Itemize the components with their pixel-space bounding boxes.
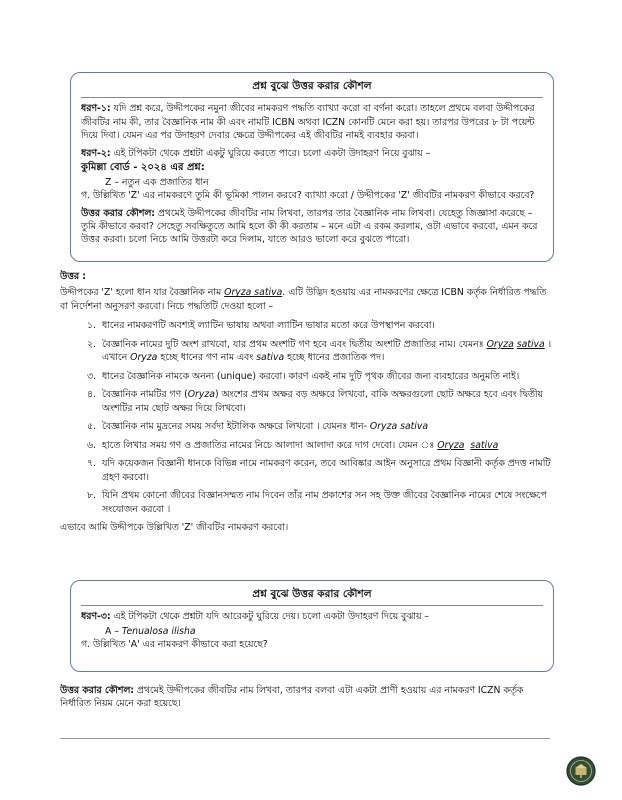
item-text xyxy=(102,338,554,365)
a-definition xyxy=(81,625,543,638)
answer-heading: উত্তর : xyxy=(60,271,86,282)
genus-name: Oryza xyxy=(187,389,215,401)
item-text: যিনি প্রথম কোনো জীবের বিজ্ঞানসম্মত নাম দিবেন তাঁর নাম প্রকাশের সন সহ উক্ত জীবের বৈজ্ঞানিক নামের শেষে সংক্ষেপে সংযোজন করবো । xyxy=(102,490,547,515)
item-number: ৭. xyxy=(87,458,96,470)
list-item xyxy=(60,489,554,516)
list-item xyxy=(60,439,554,452)
item-number: ৩. xyxy=(87,370,96,382)
type-3-label: ধরণ-৩: xyxy=(81,611,111,623)
item-text xyxy=(102,388,554,415)
item-text-part: । এখানে xyxy=(102,338,552,364)
item-number: ৪. xyxy=(87,389,96,401)
list-item xyxy=(60,370,554,383)
type-1-label: ধরণ-১: xyxy=(81,103,111,115)
genus-name: Oryza xyxy=(437,439,465,451)
final-strategy-label: উত্তর করার কৌশল: xyxy=(60,685,134,696)
item-number: ১. xyxy=(87,320,96,332)
strategy-box-2 xyxy=(70,580,554,672)
strategy-box-1 xyxy=(70,72,554,262)
item-text: ধানের নামকরণটি অবশ্যই ল্যাটিন ভাষায় অথবা ল্যাটিন ভাষার মতো করে উপস্থাপন করবো। xyxy=(102,320,435,332)
box-1-title: প্রশ্ন বুঝে উত্তর করার কৌশল xyxy=(81,79,543,98)
type-1-paragraph xyxy=(81,102,543,142)
box-2-title: প্রশ্ন বুঝে উত্তর করার কৌশল xyxy=(81,587,543,606)
item-text-part: বৈজ্ঞানিক নামের দুটি অংশ রাখবো, যার প্রথম অংশটি গণ হবে এবং দ্বিতীয় অংশটি প্রজাতির নাম। যেমনঃ xyxy=(102,338,487,350)
scientific-name: Oryza sativa xyxy=(369,421,429,433)
item-number: ৫. xyxy=(87,421,96,433)
publisher-logo-icon xyxy=(566,756,596,786)
type-1-text: যদি প্রশ্ন করে, উদ্দীপকের নমুনা জীবের নামকরণ পদ্ধতি ব্যাখ্যা করো বা বর্ণনা করো। তাহলে প্রথমে বলবা উদ্দীপকের জীবটির নাম কী, তার বৈজ্ঞানিক নাম কী এবং নামটি ICBN অথবা ICZN কোনটি মেনে করা হয়। তারপর উপরের ৮ টা পয়েন্ট দিয়ে দিবা। যেমন এর পর উদাহরণ দেবার ক্ষেত্রে উদ্দীপকের এই জীবটির নামই ব্যবহার করবা। xyxy=(81,103,535,142)
type-3-text: এই টপিকটা থেকে প্রশ্নটা যদি আরেকটু ঘুরিয়ে দেয়। চলো একটা উদাহরণ দিয়ে বুঝায় – xyxy=(110,611,430,623)
naming-steps-list xyxy=(60,319,554,516)
strategy-paragraph xyxy=(81,207,543,247)
item-text-part: হাতে লিখার সময় গণ ও প্রজাতির নামের নিচে আলাদা আলাদা করে দাগ দেবো। যেমন ঃ xyxy=(102,439,438,451)
genus-name: Oryza xyxy=(130,352,158,364)
genus-name: Oryza xyxy=(486,338,514,350)
final-strategy xyxy=(60,684,554,715)
strategy-text: প্রথমেই উদ্দীপকের জীবটির নাম লিখবা, তারপর তার বৈজ্ঞানিক নাম লিখবা। যেহেতু জিজ্ঞাসা করেছে – তুমি কীভাবে করবা? সেহেতু সবক্ষিতুতে আমি হলে কী কী করতাম – মনে এটা এ রকম করলাম, ওটা এভাবে করবো, এমন করে উত্তর করবা। চলো নিচে আমি উত্তরটা করে দিলাম, যাতে আরও ভালো করে বুঝতে পারো। xyxy=(81,207,538,246)
final-strategy-text: প্রথমেই উদ্দীপকের জীবটির নাম লিখবা, তারপর বলবা এটা একটা প্রাণী হওয়ায় এর নামকরণ ICZN কর্তৃক নির্ধারিত নিয়ম মেনে করা হয়েছে। xyxy=(60,685,524,710)
a-prefix: A – xyxy=(105,625,122,637)
species-name: sativa xyxy=(256,352,285,364)
list-item xyxy=(60,420,554,433)
item-text: ধানের বৈজ্ঞানিক নামকে অনন্য (unique) করবো। কারণ একই নাম দুটি পৃথক জীবের জন্য ব্যবহারের অনুমতি নাই। xyxy=(102,370,520,382)
bottom-divider xyxy=(60,738,550,739)
type-2-label: ধরণ-২: xyxy=(81,147,111,159)
item-text xyxy=(102,420,554,433)
intro-scientific-name: Oryza sativa xyxy=(224,287,283,299)
answer-closing: এভাবে আমি উদ্দীপকে উল্লিখিত 'Z' জীবটির নামকরণ করবো। xyxy=(60,522,289,534)
intro-text-a: উদ্দীপকের 'Z' হলো ধান যার বৈজ্ঞানিক নাম xyxy=(60,287,225,299)
final-strategy-paragraph xyxy=(60,684,554,711)
z-definition: Z – নতুন এক প্রজাতির ধান xyxy=(105,176,209,188)
list-item xyxy=(60,338,554,365)
strategy-label: উত্তর করার কৌশল: xyxy=(81,207,155,219)
item-text-part: হচ্ছে ধানের প্রজাতিক পদ। xyxy=(284,352,385,364)
list-item xyxy=(60,388,554,415)
item-number: ২. xyxy=(87,338,96,350)
a-scientific-name: Tenualosa ilisha xyxy=(121,625,196,637)
item-text-part: বৈজ্ঞানিক নাম মুদ্রনের সময় সর্বদা ইটালিক অক্ষরে লিখবো । যেমনঃ ধান- xyxy=(102,421,370,433)
answer-intro xyxy=(60,286,554,313)
species-name: sativa xyxy=(470,439,499,451)
z-question: গ. উল্লিখিত 'Z' এর নামকরণে তুমি কী ভূমিকা পালন করবে? ব্যাখ্যা করো / উদ্দীপকের 'Z' জীবটির নামকরণ কীভাবে করবে? xyxy=(81,190,535,202)
intro-text-b: . এটি উদ্ভিদ হওয়ায় এর নামকরণের ক্ষেত্রে ICBN কর্তৃক নির্ধারিত পদ্ধতি বা নির্দেশনা অনুসরণ করবো। নিচে পদ্ধতিটি দেওয়া হলো – xyxy=(60,287,547,312)
list-item xyxy=(60,457,554,484)
type-2-text: এই টপিকটা থেকে প্রশ্নটা একটু ঘুরিয়ে করতে পারে। চলো একটা উদাহরণ নিয়ে বুঝায় – xyxy=(110,147,431,159)
item-text-part: হচ্ছে ধানের গণ নাম এবং xyxy=(157,352,257,364)
item-text-part: ) অংশের প্রথম অক্ষর বড় অক্ষরে লিখবো, বাকি অক্ষরগুলো ছোট অক্ষরে হবে এবং দ্বিতীয় অংশটির নাম ছোট অক্ষর দিয়ে লিখবো। xyxy=(102,389,543,414)
a-question: গ. উল্লিখিত 'A' এর নামকরণ কীভাবে করা হয়েছে? xyxy=(81,639,268,651)
item-text-part: বৈজ্ঞানিক নামটির গণ ( xyxy=(102,389,188,401)
list-item xyxy=(60,319,554,332)
item-number: ৮. xyxy=(87,490,96,502)
board-question-heading: কুমিল্লা বোর্ড - ২০২৪ এর প্রশ্ন: xyxy=(81,162,205,174)
item-text xyxy=(102,439,554,452)
answer-section xyxy=(60,270,554,539)
type-3-paragraph xyxy=(81,610,543,623)
item-number: ৬. xyxy=(87,439,96,451)
item-text: যদি কয়েকজন বিজ্ঞানী ধানকে বিভিন্ন নামে নামকরণ করেন, তবে আবিষ্কার আইন অনুসারে প্রথম বিজ্ঞানী কর্তৃক প্রদত্ত নামটি গ্রহণ করবো। xyxy=(102,458,551,483)
type-2-paragraph xyxy=(81,147,543,160)
species-name: sativa xyxy=(516,338,545,350)
